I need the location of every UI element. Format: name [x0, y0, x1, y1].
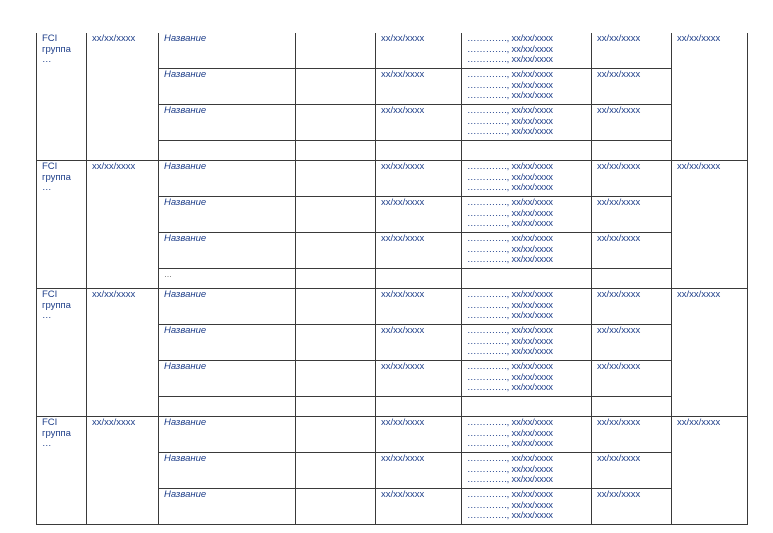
entry-line: …………., xx/xx/xxxx	[467, 243, 553, 255]
empty-cell	[296, 197, 376, 233]
entry-line: …………., xx/xx/xxxx	[467, 489, 553, 500]
row-date: xx/xx/xxxx	[381, 161, 425, 172]
entry-line: …………., xx/xx/xxxx	[467, 126, 553, 137]
name-cell	[159, 489, 296, 525]
entry-line: …………., xx/xx/xxxx	[467, 197, 553, 208]
name-text: Название	[164, 197, 207, 208]
row-date: xx/xx/xxxx	[381, 105, 425, 116]
name-cell	[159, 417, 296, 453]
date-d-cell	[592, 161, 672, 197]
spacer-name-cell	[159, 397, 296, 417]
entry-line: …………., xx/xx/xxxx	[467, 499, 553, 511]
row-date-d: xx/xx/xxxx	[597, 161, 641, 172]
group-date: xx/xx/xxxx	[92, 289, 136, 300]
entry-line: …………., xx/xx/xxxx	[467, 90, 553, 101]
entry-line: …………., xx/xx/xxxx	[467, 361, 553, 372]
entry-line: …………., xx/xx/xxxx	[467, 289, 553, 300]
entry-line: …………., xx/xx/xxxx	[467, 371, 553, 383]
date-cell	[376, 361, 462, 397]
empty-cell	[296, 141, 376, 161]
name-text: Название	[164, 289, 207, 300]
row-date: xx/xx/xxxx	[381, 197, 425, 208]
group-label	[37, 289, 87, 417]
empty-cell	[462, 397, 592, 417]
entry-line: …………., xx/xx/xxxx	[467, 346, 553, 357]
name-text: Название	[164, 489, 207, 500]
row-date-d: xx/xx/xxxx	[597, 489, 641, 500]
entry-line: …………., xx/xx/xxxx	[467, 463, 553, 475]
entry-line: …………., xx/xx/xxxx	[467, 171, 553, 183]
group-label-text: FCI группа …	[42, 289, 71, 321]
name-cell	[159, 161, 296, 197]
entry-line: …………., xx/xx/xxxx	[467, 115, 553, 127]
group-label	[37, 33, 87, 161]
date-d-cell	[592, 105, 672, 141]
empty-cell	[296, 161, 376, 197]
name-text: Название	[164, 69, 207, 80]
table-row	[37, 161, 748, 197]
empty-cell	[296, 453, 376, 489]
empty-cell	[296, 233, 376, 269]
date-cell	[376, 289, 462, 325]
name-cell	[159, 361, 296, 397]
entry-line: …………., xx/xx/xxxx	[467, 299, 553, 311]
spacer-text: …	[164, 270, 172, 279]
row-date-d: xx/xx/xxxx	[597, 105, 641, 116]
name-text: Название	[164, 325, 207, 336]
row-date-d: xx/xx/xxxx	[597, 325, 641, 336]
date-cell	[376, 33, 462, 69]
date-d-cell	[592, 489, 672, 525]
row-date-d: xx/xx/xxxx	[597, 69, 641, 80]
name-text: Название	[164, 361, 207, 372]
date-d-cell	[592, 361, 672, 397]
entry-line: …………., xx/xx/xxxx	[467, 43, 553, 55]
entries-cell	[462, 69, 592, 105]
group-date-e: xx/xx/xxxx	[677, 33, 721, 44]
date-d-cell	[592, 233, 672, 269]
group-label	[37, 417, 87, 525]
name-cell	[159, 197, 296, 233]
entry-line: …………., xx/xx/xxxx	[467, 417, 553, 428]
group-date-e: xx/xx/xxxx	[677, 161, 721, 172]
entries-cell	[462, 417, 592, 453]
date-cell	[376, 453, 462, 489]
group-date-e-cell	[672, 161, 748, 289]
row-date: xx/xx/xxxx	[381, 233, 425, 244]
table-row	[37, 417, 748, 453]
group-label	[37, 161, 87, 289]
entry-line: …………., xx/xx/xxxx	[467, 474, 553, 485]
date-d-cell	[592, 325, 672, 361]
group-date-cell	[87, 161, 159, 289]
date-cell	[376, 233, 462, 269]
group-date: xx/xx/xxxx	[92, 33, 136, 44]
entry-line: …………., xx/xx/xxxx	[467, 161, 553, 172]
empty-cell	[296, 69, 376, 105]
date-d-cell	[592, 69, 672, 105]
empty-cell	[296, 361, 376, 397]
date-cell	[376, 197, 462, 233]
table-body	[37, 33, 748, 525]
entries-cell	[462, 105, 592, 141]
name-text: Название	[164, 161, 207, 172]
empty-cell	[296, 417, 376, 453]
spacer-name-cell	[159, 269, 296, 289]
row-date: xx/xx/xxxx	[381, 489, 425, 500]
name-cell	[159, 453, 296, 489]
entry-line: …………., xx/xx/xxxx	[467, 438, 553, 449]
entry-line: …………., xx/xx/xxxx	[467, 207, 553, 219]
group-date-e-cell	[672, 33, 748, 161]
empty-cell	[592, 397, 672, 417]
empty-cell	[592, 269, 672, 289]
date-d-cell	[592, 33, 672, 69]
name-cell	[159, 33, 296, 69]
row-date: xx/xx/xxxx	[381, 33, 425, 44]
name-text: Название	[164, 233, 207, 244]
name-text: Название	[164, 453, 207, 464]
entries-cell	[462, 453, 592, 489]
name-text: Название	[164, 105, 207, 116]
table-row	[37, 289, 748, 325]
entries-cell	[462, 33, 592, 69]
date-d-cell	[592, 289, 672, 325]
date-cell	[376, 161, 462, 197]
entries-cell	[462, 233, 592, 269]
empty-cell	[462, 141, 592, 161]
row-date-d: xx/xx/xxxx	[597, 197, 641, 208]
group-date: xx/xx/xxxx	[92, 417, 136, 428]
empty-cell	[296, 397, 376, 417]
row-date: xx/xx/xxxx	[381, 325, 425, 336]
group-date-cell	[87, 417, 159, 525]
row-date-d: xx/xx/xxxx	[597, 289, 641, 300]
row-date: xx/xx/xxxx	[381, 417, 425, 428]
entry-line: …………., xx/xx/xxxx	[467, 453, 553, 464]
group-date-cell	[87, 33, 159, 161]
table-row	[37, 33, 748, 69]
empty-cell	[296, 489, 376, 525]
empty-cell	[296, 105, 376, 141]
row-date-d: xx/xx/xxxx	[597, 453, 641, 464]
date-d-cell	[592, 197, 672, 233]
date-cell	[376, 325, 462, 361]
entry-line: …………., xx/xx/xxxx	[467, 105, 553, 116]
name-text: Название	[164, 417, 207, 428]
name-cell	[159, 69, 296, 105]
entry-line: …………., xx/xx/xxxx	[467, 310, 553, 321]
group-date-e: xx/xx/xxxx	[677, 417, 721, 428]
entry-line: …………., xx/xx/xxxx	[467, 69, 553, 80]
date-cell	[376, 417, 462, 453]
entries-cell	[462, 489, 592, 525]
entry-line: …………., xx/xx/xxxx	[467, 233, 553, 244]
group-date-cell	[87, 289, 159, 417]
entries-cell	[462, 197, 592, 233]
name-cell	[159, 289, 296, 325]
empty-cell	[592, 141, 672, 161]
date-cell	[376, 489, 462, 525]
entry-line: …………., xx/xx/xxxx	[467, 33, 553, 44]
row-date-d: xx/xx/xxxx	[597, 417, 641, 428]
empty-cell	[376, 397, 462, 417]
group-date-e-cell	[672, 289, 748, 417]
entry-line: …………., xx/xx/xxxx	[467, 218, 553, 229]
empty-cell	[296, 33, 376, 69]
entry-line: …………., xx/xx/xxxx	[467, 79, 553, 91]
row-date: xx/xx/xxxx	[381, 453, 425, 464]
entry-line: …………., xx/xx/xxxx	[467, 54, 553, 65]
entry-line: …………., xx/xx/xxxx	[467, 427, 553, 439]
group-label-text: FCI группа …	[42, 417, 71, 449]
date-d-cell	[592, 417, 672, 453]
name-cell	[159, 233, 296, 269]
entries-cell	[462, 289, 592, 325]
empty-cell	[376, 141, 462, 161]
date-cell	[376, 105, 462, 141]
row-date: xx/xx/xxxx	[381, 289, 425, 300]
name-cell	[159, 105, 296, 141]
row-date-d: xx/xx/xxxx	[597, 233, 641, 244]
entry-line: …………., xx/xx/xxxx	[467, 182, 553, 193]
row-date: xx/xx/xxxx	[381, 69, 425, 80]
date-d-cell	[592, 453, 672, 489]
empty-cell	[296, 269, 376, 289]
empty-cell	[296, 289, 376, 325]
date-cell	[376, 69, 462, 105]
entry-line: …………., xx/xx/xxxx	[467, 325, 553, 336]
empty-cell	[462, 269, 592, 289]
name-text: Название	[164, 33, 207, 44]
entries-cell	[462, 161, 592, 197]
schedule-table	[36, 33, 748, 525]
entries-cell	[462, 325, 592, 361]
group-label-text: FCI группа …	[42, 161, 71, 193]
name-cell	[159, 325, 296, 361]
empty-cell	[296, 325, 376, 361]
entry-line: …………., xx/xx/xxxx	[467, 510, 553, 521]
group-label-text: FCI группа …	[42, 33, 71, 65]
entry-line: …………., xx/xx/xxxx	[467, 254, 553, 265]
row-date-d: xx/xx/xxxx	[597, 361, 641, 372]
entry-line: …………., xx/xx/xxxx	[467, 335, 553, 347]
spacer-name-cell	[159, 141, 296, 161]
entries-cell	[462, 361, 592, 397]
group-date-e: xx/xx/xxxx	[677, 289, 721, 300]
entry-line: …………., xx/xx/xxxx	[467, 382, 553, 393]
group-date-e-cell	[672, 417, 748, 525]
row-date-d: xx/xx/xxxx	[597, 33, 641, 44]
row-date: xx/xx/xxxx	[381, 361, 425, 372]
empty-cell	[376, 269, 462, 289]
group-date: xx/xx/xxxx	[92, 161, 136, 172]
